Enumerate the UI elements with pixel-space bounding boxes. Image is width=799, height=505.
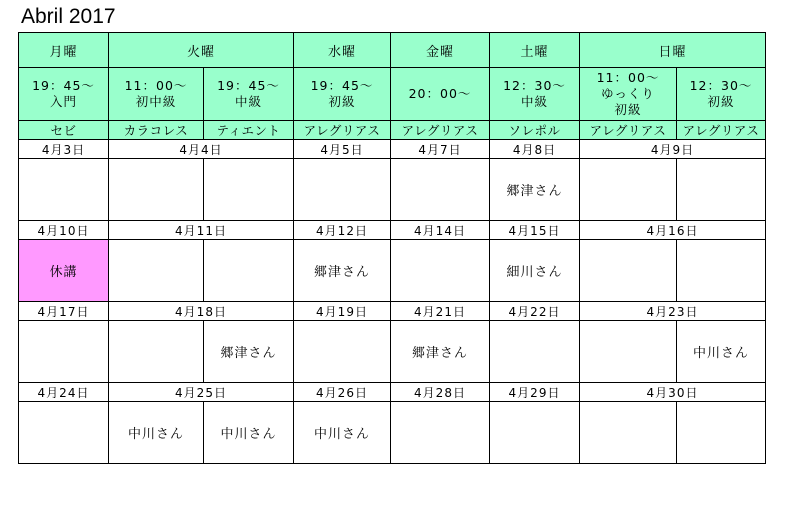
slot-cell: 中川さん xyxy=(294,402,391,464)
slot-cell xyxy=(19,402,109,464)
weekday-header: 水曜 xyxy=(294,33,391,68)
date-row xyxy=(19,140,766,159)
instructor-name: アレグリアス xyxy=(391,121,490,140)
slot-cell: 郷津さん xyxy=(391,321,490,383)
date-cell: 4月28日 xyxy=(391,383,490,402)
weekday-header: 金曜 xyxy=(391,33,490,68)
date-cell: 4月24日 xyxy=(19,383,109,402)
class-level: 初中級 xyxy=(135,94,177,109)
class-time-row xyxy=(19,68,766,121)
class-time-cell xyxy=(490,68,580,121)
weekday-header: 月曜 xyxy=(19,33,109,68)
slot-cell xyxy=(490,321,580,383)
slot-cell xyxy=(19,159,109,221)
date-cell: 4月25日 xyxy=(109,383,294,402)
date-cell: 4月12日 xyxy=(294,221,391,240)
date-cell: 4月19日 xyxy=(294,302,391,321)
date-cell: 4月23日 xyxy=(580,302,766,321)
instructor-name: アレグリアス xyxy=(294,121,391,140)
date-cell: 4月22日 xyxy=(490,302,580,321)
slot-cell: 中川さん xyxy=(677,321,766,383)
date-cell: 4月29日 xyxy=(490,383,580,402)
slot-row xyxy=(19,402,766,464)
instructor-name: セビ xyxy=(19,121,109,140)
slot-cell xyxy=(677,240,766,302)
schedule-table xyxy=(18,32,766,464)
class-level: 初級 xyxy=(707,94,735,109)
weekday-header: 火曜 xyxy=(109,33,294,68)
class-level: 中級 xyxy=(234,94,262,109)
slot-cell xyxy=(580,321,677,383)
slot-cell: 郷津さん xyxy=(490,159,580,221)
slot-cell: 中川さん xyxy=(109,402,204,464)
date-cell: 4月21日 xyxy=(391,302,490,321)
slot-cell xyxy=(490,402,580,464)
slot-row xyxy=(19,240,766,302)
slot-row xyxy=(19,321,766,383)
class-level: ゆっくり 初級 xyxy=(601,86,655,117)
slot-cell: 細川さん xyxy=(490,240,580,302)
slot-cell: 郷津さん xyxy=(294,240,391,302)
cancelled-slot: 休講 xyxy=(19,240,109,302)
date-cell: 4月4日 xyxy=(109,140,294,159)
class-level: 中級 xyxy=(520,94,548,109)
class-time-cell xyxy=(109,68,204,121)
slot-row xyxy=(19,159,766,221)
slot-cell xyxy=(19,321,109,383)
instructor-name: ティエント xyxy=(204,121,294,140)
slot-cell xyxy=(109,159,204,221)
date-cell: 4月30日 xyxy=(580,383,766,402)
weekday-header: 土曜 xyxy=(490,33,580,68)
date-cell: 4月15日 xyxy=(490,221,580,240)
date-row xyxy=(19,302,766,321)
slot-cell xyxy=(204,240,294,302)
slot-cell xyxy=(677,159,766,221)
date-row xyxy=(19,221,766,240)
slot-cell xyxy=(580,402,677,464)
date-cell: 4月7日 xyxy=(391,140,490,159)
date-cell: 4月11日 xyxy=(109,221,294,240)
class-time-cell xyxy=(204,68,294,121)
slot-cell xyxy=(391,240,490,302)
class-time: 12：30～ xyxy=(503,78,566,93)
slot-cell xyxy=(109,321,204,383)
slot-cell xyxy=(204,159,294,221)
date-cell: 4月5日 xyxy=(294,140,391,159)
date-cell: 4月26日 xyxy=(294,383,391,402)
date-cell: 4月16日 xyxy=(580,221,766,240)
slot-cell: 郷津さん xyxy=(204,321,294,383)
slot-cell xyxy=(677,402,766,464)
slot-cell: 中川さん xyxy=(204,402,294,464)
slot-cell xyxy=(109,240,204,302)
date-cell: 4月18日 xyxy=(109,302,294,321)
instructor-name: ソレポル xyxy=(490,121,580,140)
date-cell: 4月9日 xyxy=(580,140,766,159)
date-cell: 4月17日 xyxy=(19,302,109,321)
class-time-cell xyxy=(677,68,766,121)
instructor-name: カラコレス xyxy=(109,121,204,140)
class-time-cell xyxy=(19,68,109,121)
class-time: 11：00～ xyxy=(124,78,188,93)
class-time: 12：30～ xyxy=(689,78,753,93)
instructor-row xyxy=(19,121,766,140)
class-level: 入門 xyxy=(49,94,77,109)
slot-cell xyxy=(580,240,677,302)
class-level: 初級 xyxy=(328,94,356,109)
date-row xyxy=(19,383,766,402)
class-time-cell xyxy=(580,68,677,121)
weekday-header-row xyxy=(19,33,766,68)
class-time: 19：45～ xyxy=(217,78,280,93)
class-time: 11：00～ xyxy=(596,70,660,85)
slot-cell xyxy=(580,159,677,221)
date-cell: 4月8日 xyxy=(490,140,580,159)
weekday-header: 日曜 xyxy=(580,33,766,68)
class-time: 20：00～ xyxy=(408,86,472,101)
date-cell: 4月10日 xyxy=(19,221,109,240)
instructor-name: アレグリアス xyxy=(580,121,677,140)
slot-cell xyxy=(294,321,391,383)
class-time-cell xyxy=(294,68,391,121)
date-cell: 4月14日 xyxy=(391,221,490,240)
class-time: 19：45～ xyxy=(32,78,95,93)
page-title: Abril 2017 xyxy=(21,5,116,28)
slot-cell xyxy=(294,159,391,221)
date-cell: 4月3日 xyxy=(19,140,109,159)
instructor-name: アレグリアス xyxy=(677,121,766,140)
slot-cell xyxy=(391,402,490,464)
class-time: 19：45～ xyxy=(310,78,374,93)
class-time-cell xyxy=(391,68,490,121)
slot-cell xyxy=(391,159,490,221)
